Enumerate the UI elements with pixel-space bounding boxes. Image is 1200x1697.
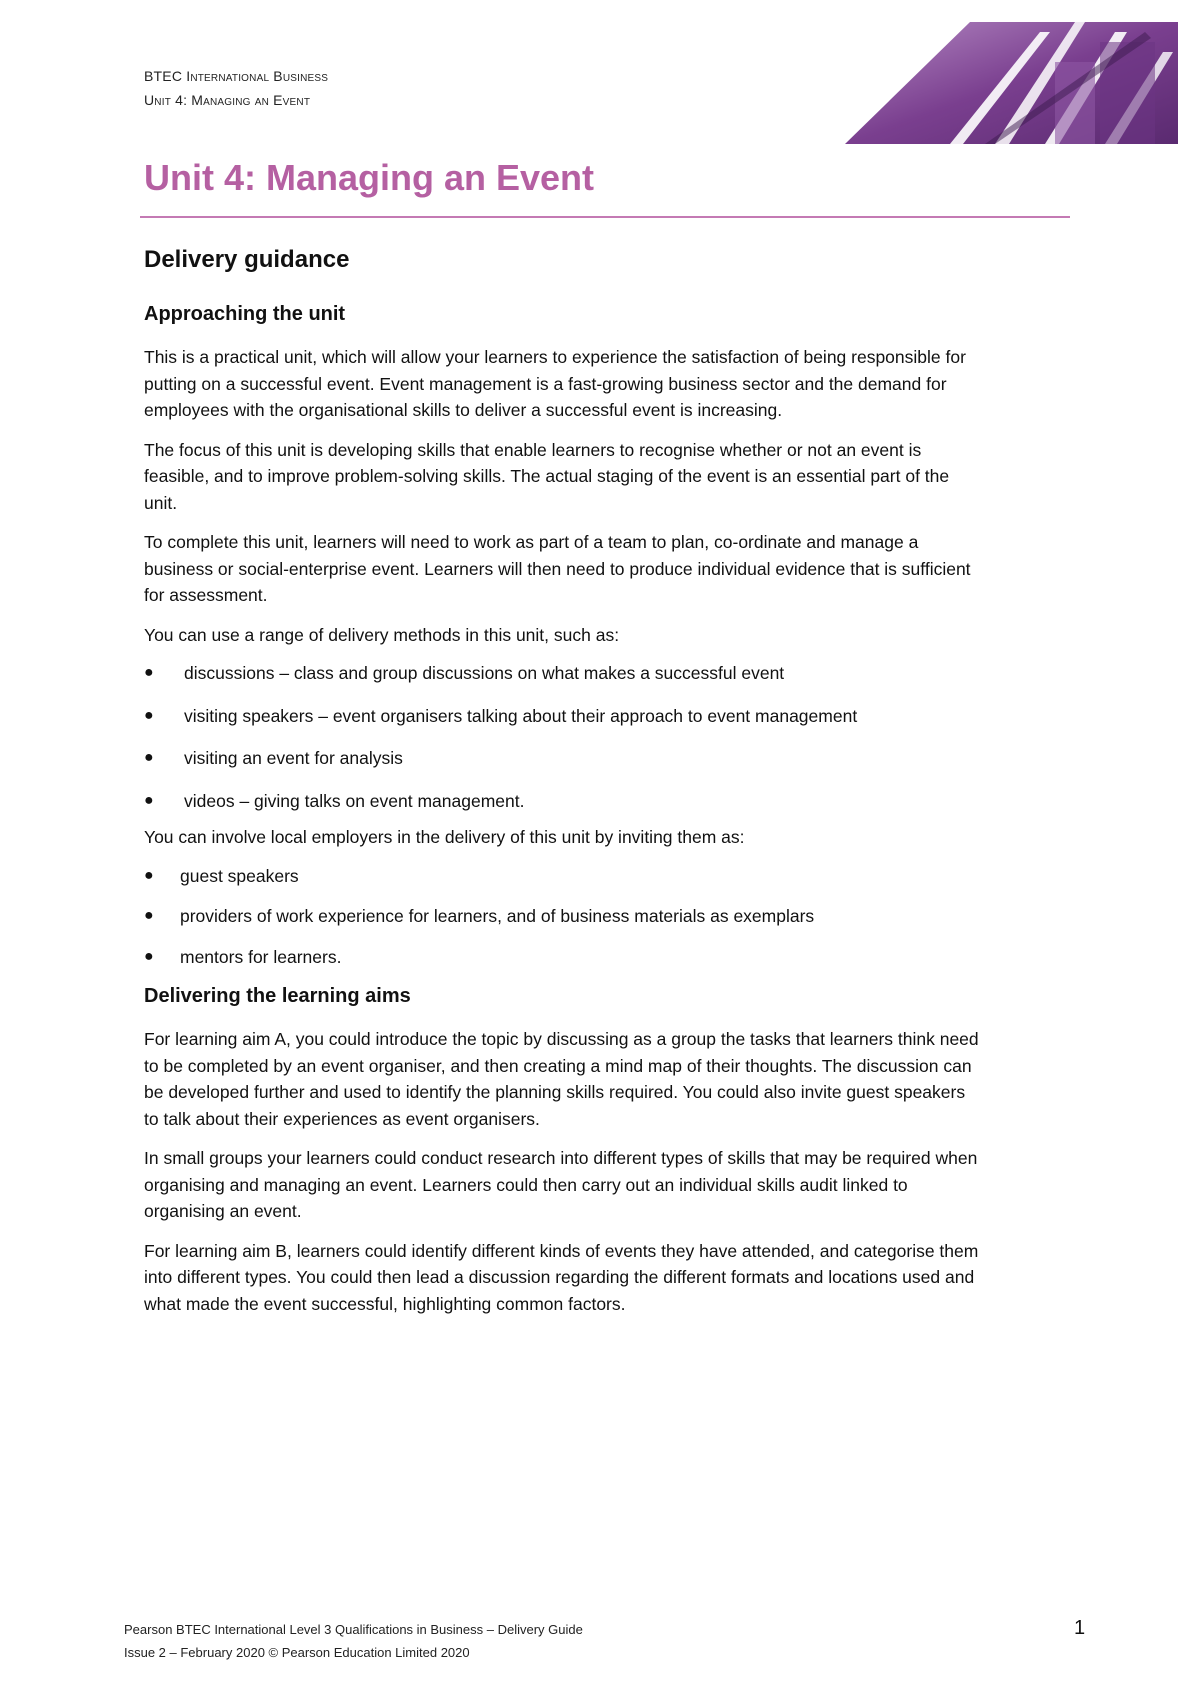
bullet-icon: ●: [144, 791, 154, 809]
list-item-text: discussions – class and group discussions on what makes a successful event: [184, 663, 785, 683]
header-qualification: BTEC International Business: [144, 68, 329, 84]
bullet-icon: ●: [144, 749, 154, 766]
list-item: [144, 788, 984, 815]
list-item: [144, 703, 984, 730]
paragraph: You can involve local employers in the delivery of this unit by inviting them as:: [144, 827, 745, 847]
list-item-text: videos – giving talks on event management.: [184, 790, 525, 811]
paragraph: For learning aim B, learners could identify different kinds of events they have attended, and categorise them into different types. You could then lead a discussion regarding the different formats and locations used and what made the event successful, highlighting common factors.: [144, 1240, 979, 1314]
page-number: 1: [1074, 1617, 1086, 1639]
bullet-icon: ●: [144, 907, 154, 924]
page-footer: [124, 1618, 583, 1664]
footer-publication: Pearson BTEC International Level 3 Qualifications in Business – Delivery Guide: [124, 1622, 583, 1637]
paragraph: You can use a range of delivery methods in this unit, such as:: [144, 624, 620, 645]
list-item-text: guest speakers: [180, 865, 299, 886]
list-item-text: visiting speakers – event organisers talking about their approach to event management: [184, 705, 858, 726]
approaching-unit-heading: Approaching the unit: [144, 303, 346, 325]
list-item: [144, 903, 984, 930]
paragraph: This is a practical unit, which will allow your learners to experience the satisfaction of being responsible for putting on a successful event. Event management is a fast-growing business sector and the demand for employees with the organisational skills to deliver a successful event is increasing.: [144, 347, 966, 420]
footer-issue: Issue 2 – February 2020 © Pearson Education Limited 2020: [124, 1645, 470, 1660]
list-item: [144, 863, 984, 890]
list-item: [144, 660, 984, 687]
header-unit: Unit 4: Managing an Event: [144, 92, 311, 108]
bullet-icon: ●: [144, 664, 154, 681]
bullet-icon: ●: [144, 866, 154, 884]
paragraph: To complete this unit, learners will need to work as part of a team to plan, co-ordinate and manage a business or social-enterprise event. Learners will then need to produce individual evidence that is sufficient for assessment.: [144, 532, 971, 605]
list-item: [144, 944, 984, 971]
page-title: Unit 4: Managing an Event: [144, 157, 595, 198]
bullet-icon: ●: [144, 947, 154, 965]
main-content: [144, 238, 984, 1330]
delivery-methods-list: [144, 660, 984, 814]
paragraph: The focus of this unit is developing skills that enable learners to recognise whether or not an event is feasible, and to improve problem-solving skills. The actual staging of the event is an essential part of the unit.: [144, 439, 950, 513]
list-item-text: mentors for learners.: [180, 946, 342, 967]
learning-aims-heading: Delivering the learning aims: [144, 985, 411, 1007]
employer-roles-list: [144, 863, 984, 971]
decorative-banner-image: [845, 22, 1178, 144]
bullet-icon: ●: [144, 706, 154, 724]
list-item: [144, 745, 984, 772]
paragraph: In small groups your learners could conduct research into different types of skills that may be required when organising and managing an event. Learners could then carry out an individual skills audit linked to organising an event.: [144, 1148, 978, 1221]
delivery-guidance-heading: Delivery guidance: [144, 246, 350, 273]
title-divider: [140, 216, 1070, 218]
list-item-text: visiting an event for analysis: [184, 748, 403, 768]
running-header: [144, 64, 328, 112]
paragraph: For learning aim A, you could introduce the topic by discussing as a group the tasks that learners think need to be completed by an event organiser, and then creating a mind map of their thoughts. The discussion can be developed further and used to identify the planning skills required. You could also invite guest speakers to talk about their experiences as event organisers.: [144, 1029, 979, 1129]
list-item-text: providers of work experience for learners, and of business materials as exemplars: [180, 906, 815, 926]
